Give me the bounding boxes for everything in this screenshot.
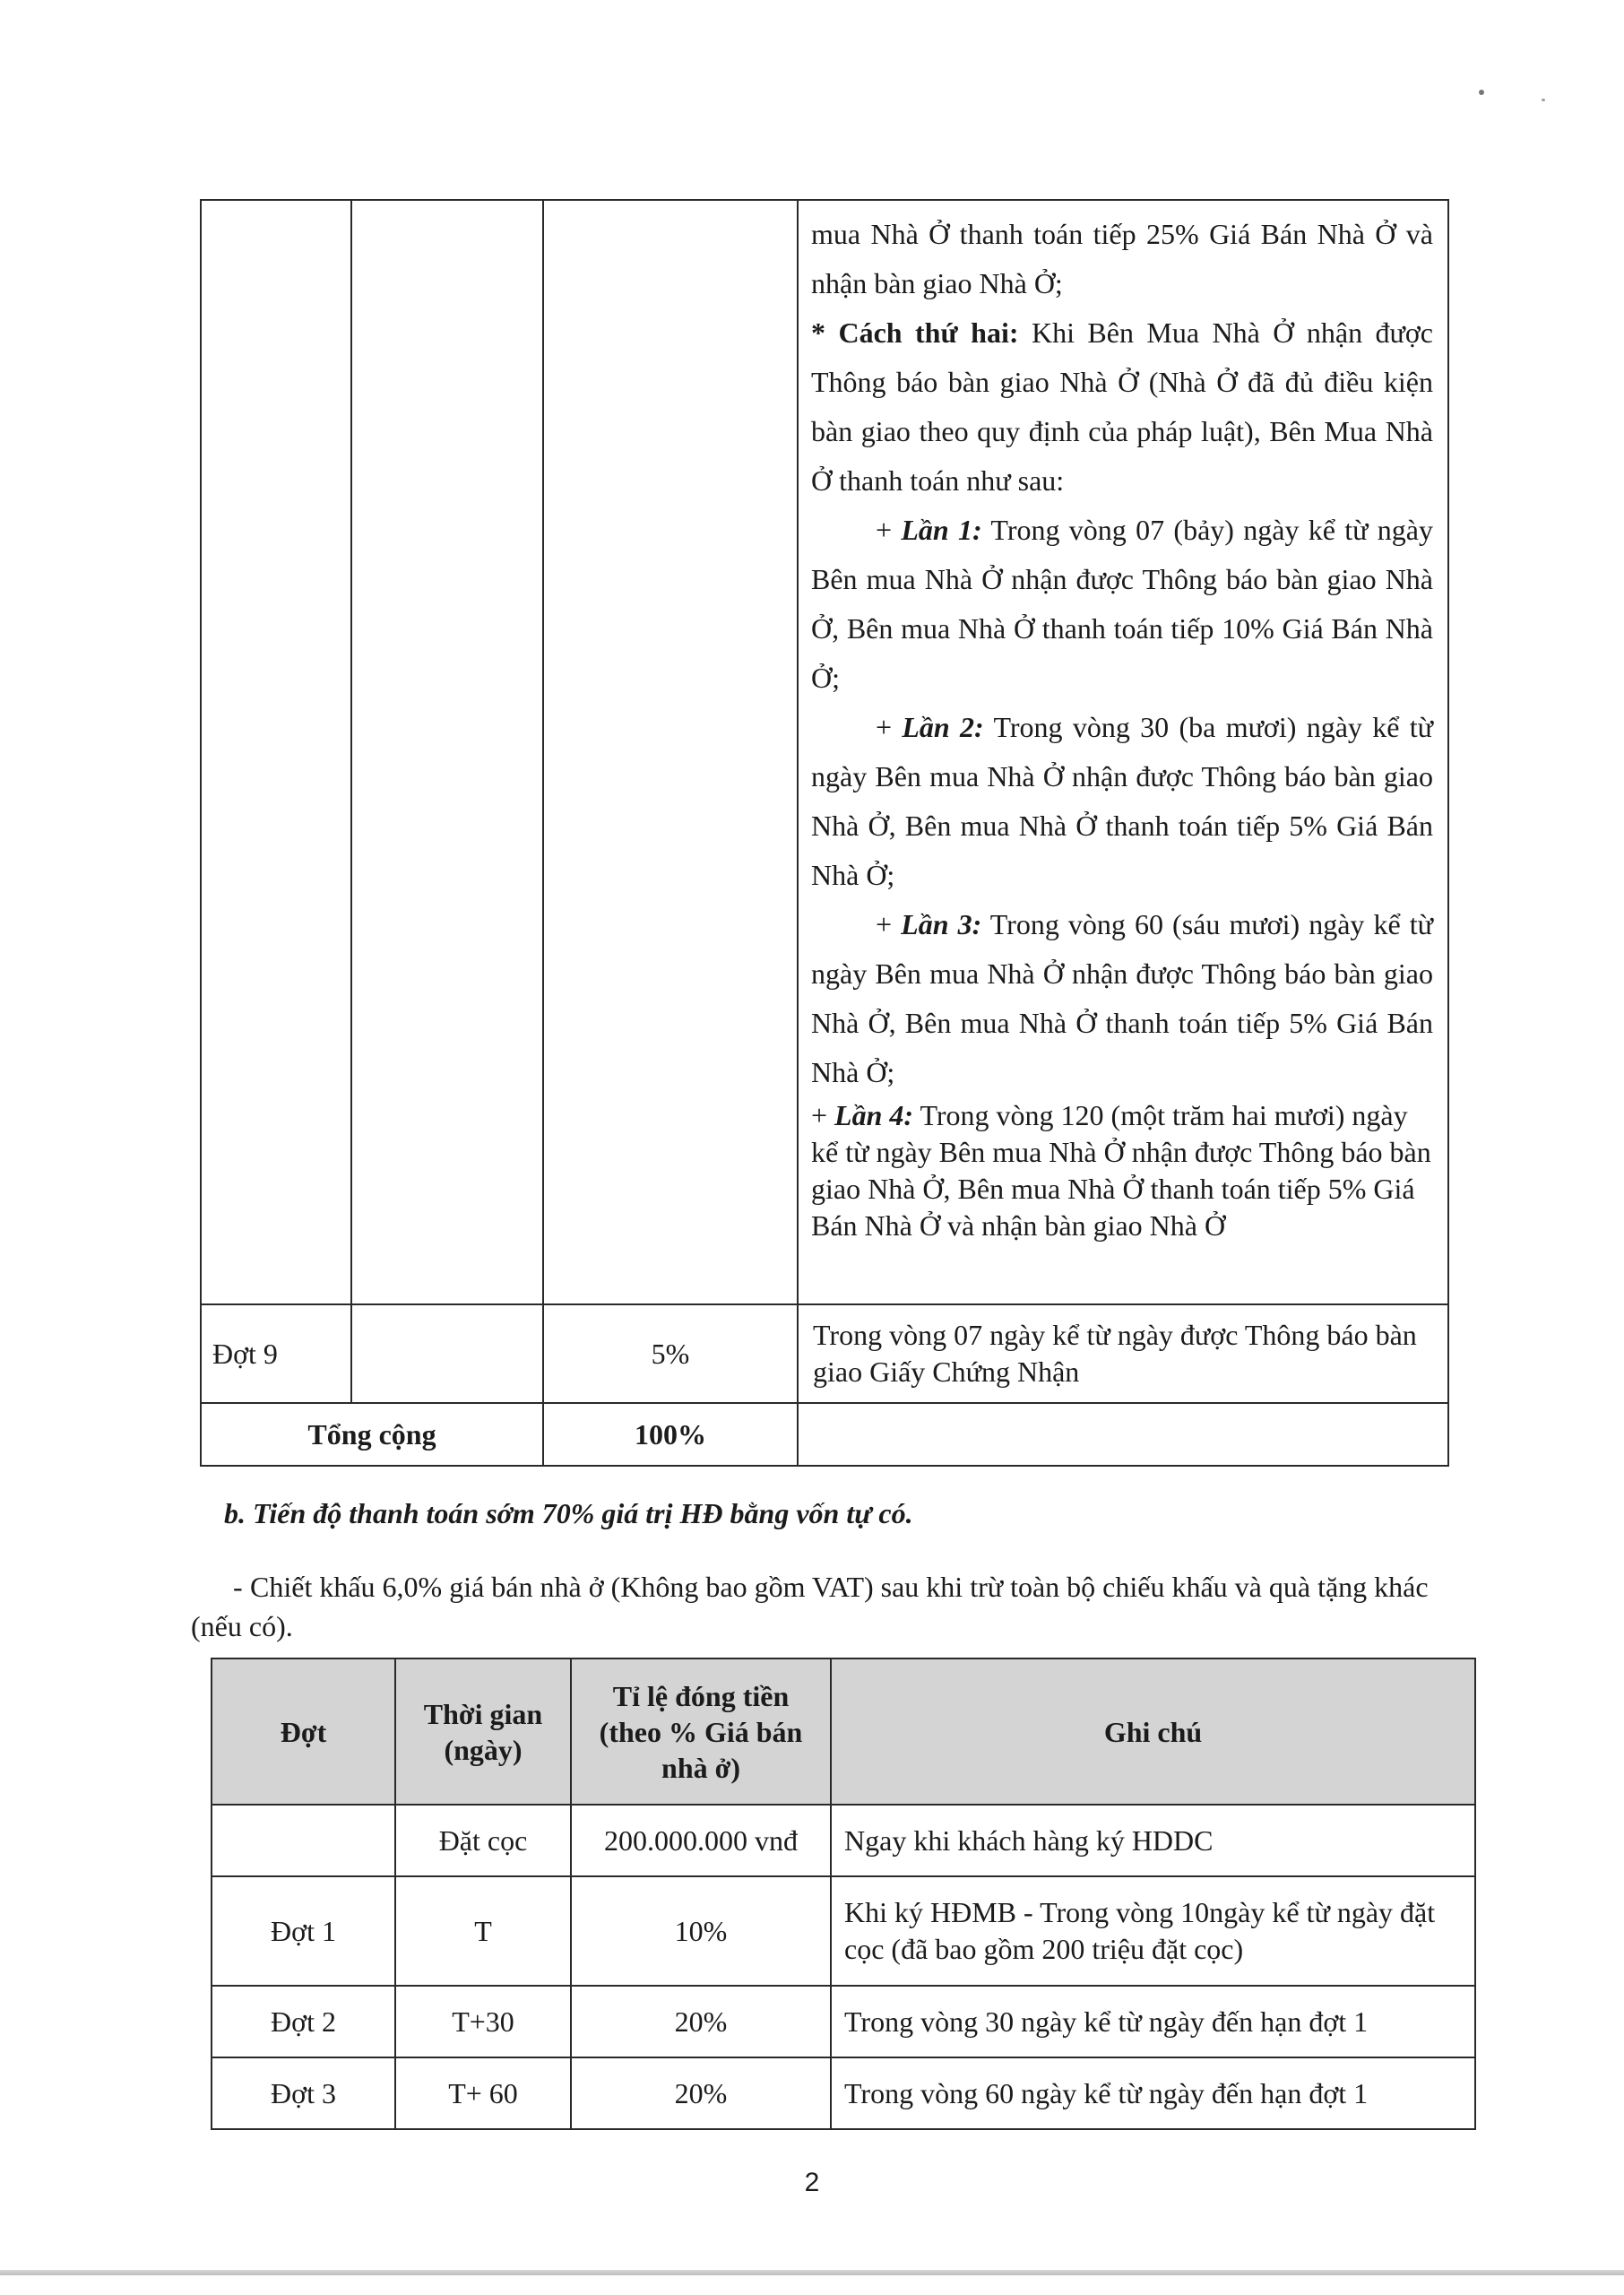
total-rate: 100% [543,1403,798,1466]
table-cell: T [395,1876,571,1986]
label: Lần 1: [901,514,982,546]
plus-sign: + [876,711,903,743]
paragraph [811,900,1433,1097]
label: Lần 4: [834,1099,914,1131]
table-header-row [212,1658,1475,1805]
table-row [212,1805,1475,1876]
table-cell: 200.000.000 vnđ [571,1805,831,1876]
table-cell: Trong vòng 60 ngày kể từ ngày đến hạn đợt 1 [831,2057,1475,2129]
table-cell: 20% [571,2057,831,2129]
scan-page-edge [0,2270,1624,2275]
rate-cell [543,200,798,1304]
text: Trong vòng 30 (ba mươi) ngày kể từ ngày Bên mua Nhà Ở nhận được Thông báo bàn giao Nhà Ở, Bên mua Nhà Ở thanh toán tiếp 5% Giá Bán Nhà Ở; [811,711,1434,891]
label: Lần 3: [901,908,982,940]
bullet-dash: - [233,1571,243,1603]
scan-speck [1479,90,1484,95]
total-row [201,1403,1448,1466]
scan-speck [1542,99,1545,101]
table-cell [212,1805,395,1876]
label: Lần 2: [902,711,984,743]
table-row [212,1986,1475,2057]
table-cell: Ngay khi khách hàng ký HDDC [831,1805,1475,1876]
paragraph [811,308,1433,506]
bullet-text: Chiết khấu 6,0% giá bán nhà ở (Không bao gồm VAT) sau khi trừ toàn bộ chiếu khấu và quà tặng khác (nếu có). [191,1571,1429,1642]
payment-schedule-table-continued [200,199,1449,1467]
discount-bullet [191,1567,1446,1646]
installment-cell [201,200,351,1304]
text: Trong vòng 07 (bảy) ngày kể từ ngày Bên mua Nhà Ở nhận được Thông báo bàn giao Nhà Ở, Bên mua Nhà Ở thanh toán tiếp 10% Giá Bán Nhà Ở; [811,514,1434,694]
text: Trong vòng 120 (một trăm hai mươi) ngày kể từ ngày Bên mua Nhà Ở nhận được Thông báo bàn giao Nhà Ở, Bên mua Nhà Ở thanh toán tiếp 5% Giá Bán Nhà Ở và nhận bàn giao Nhà Ở [811,1099,1431,1242]
table-cell: Đợt 2 [212,1986,395,2057]
note-cell: Trong vòng 07 ngày kể từ ngày được Thông báo bàn giao Giấy Chứng Nhận [798,1304,1448,1403]
paragraph [811,506,1433,703]
early-payment-table [211,1658,1476,2130]
text: Trong vòng 60 (sáu mươi) ngày kể từ ngày Bên mua Nhà Ở nhận được Thông báo bàn giao Nhà Ở, Bên mua Nhà Ở thanh toán tiếp 5% Giá Bán Nhà Ở; [811,908,1434,1088]
table-cell: Đợt 3 [212,2057,395,2129]
column-header: Ghi chú [831,1658,1475,1805]
text: Khi Bên Mua Nhà Ở nhận được Thông báo bàn giao Nhà Ở (Nhà Ở đã đủ điều kiện bàn giao theo quy định của pháp luật), Bên Mua Nhà Ở thanh toán như sau: [811,316,1434,497]
column-header: Đợt [212,1658,395,1805]
time-cell [351,200,543,1304]
table-cell: 10% [571,1876,831,1986]
note-cell [798,1403,1448,1466]
table-cell: Đặt cọc [395,1805,571,1876]
table-row [201,1304,1448,1403]
table-cell: 20% [571,1986,831,2057]
installment-cell: Đợt 9 [201,1304,351,1403]
page-number: 2 [804,2168,820,2197]
section-heading: b. Tiến độ thanh toán sớm 70% giá trị HĐ bằng vốn tự có. [224,1497,913,1529]
table-row [212,1876,1475,1986]
rate-cell: 5% [543,1304,798,1403]
table-cell: Trong vòng 30 ngày kể từ ngày đến hạn đợt 1 [831,1986,1475,2057]
time-cell [351,1304,543,1403]
column-header: Thời gian (ngày) [395,1658,571,1805]
plus-sign: + [811,1099,835,1131]
table-cell: Khi ký HĐMB - Trong vòng 10ngày kể từ ngày đặt cọc (đã bao gồm 200 triệu đặt cọc) [831,1876,1475,1986]
table-cell: T+30 [395,1986,571,2057]
paragraph [811,1097,1433,1244]
paragraph: mua Nhà Ở thanh toán tiếp 25% Giá Bán Nhà Ở và nhận bàn giao Nhà Ở; [811,218,1433,299]
column-header: Tỉ lệ đóng tiền (theo % Giá bán nhà ở) [571,1658,831,1805]
table-row [212,2057,1475,2129]
plus-sign: + [876,908,902,940]
plan-description-cell [798,200,1448,1304]
total-label: Tổng cộng [201,1403,543,1466]
table-cell: Đợt 1 [212,1876,395,1986]
label: * Cách thứ hai: [811,316,1019,349]
plus-sign: + [876,514,902,546]
table-row [201,200,1448,1304]
table-cell: T+ 60 [395,2057,571,2129]
paragraph [811,703,1433,900]
